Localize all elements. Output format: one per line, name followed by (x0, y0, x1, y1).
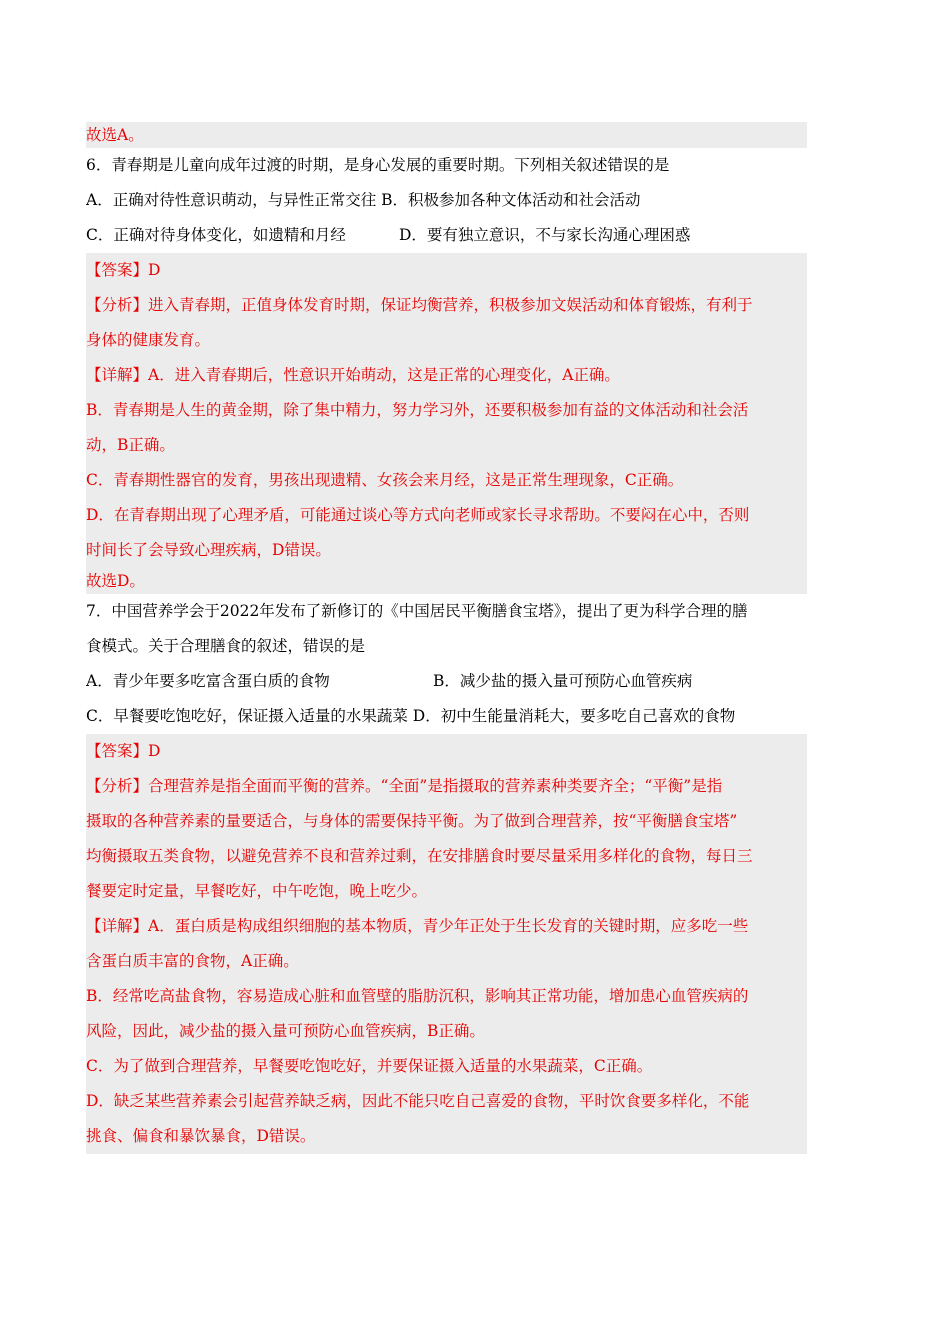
q6-analysis-line: 身体的健康发育。 (86, 331, 211, 349)
q7-option-a: A．青少年要多吃富含蛋白质的食物 (86, 672, 330, 690)
q7-detail-line: D．缺乏某些营养素会引起营养缺乏病，因此不能只吃自己喜爱的食物，平时饮食要多样化，不能 (86, 1092, 750, 1110)
q6-detail-line: 动，B正确。 (86, 436, 175, 454)
q7-answer: 【答案】D (86, 742, 161, 760)
q6-detail-line: B．青春期是人生的黄金期，除了集中精力，努力学习外，还要积极参加有益的文体活动和社会活 (86, 401, 749, 419)
q7-detail-line: 挑食、偏食和暴饮暴食，D错误。 (86, 1127, 316, 1145)
q6-detail-line: C．青春期性器官的发育，男孩出现遗精、女孩会来月经，这是正常生理现象，C正确。 (86, 471, 684, 489)
q6-conclusion: 故选D。 (86, 572, 145, 590)
q7-detail-line: 【详解】A．蛋白质是构成组织细胞的基本物质，青少年正处于生长发育的关键时期，应多吃一些 (86, 917, 749, 935)
q7-detail-line: C．为了做到合理营养，早餐要吃饱吃好，并要保证摄入适量的水果蔬菜，C正确。 (86, 1057, 653, 1075)
q7-options-cd: C．早餐要吃饱吃好，保证摄入适量的水果蔬菜 D．初中生能量消耗大，要多吃自己喜欢的食物 (86, 707, 736, 725)
q7-option-b: B．减少盐的摄入量可预防心血管疾病 (433, 672, 693, 690)
q6-detail-line: 时间长了会导致心理疾病，D错误。 (86, 541, 331, 559)
q7-analysis-line: 摄取的各种营养素的量要适合，与身体的需要保持平衡。为了做到合理营养，按“平衡膳食宝塔” (86, 812, 738, 830)
q7-detail-line: 风险，因此，减少盐的摄入量可预防心血管疾病，B正确。 (86, 1022, 485, 1040)
q7-options-ab (86, 664, 807, 699)
q7-solution (86, 734, 807, 1154)
q7-detail-line: B．经常吃高盐食物，容易造成心脏和血管壁的脂肪沉积，影响其正常功能，增加患心血管疾病的 (86, 987, 749, 1005)
prev-conclusion: 故选A。 (86, 122, 807, 148)
q6-option-c: C．正确对待身体变化，如遗精和月经 (86, 226, 346, 244)
q6-option-d: D．要有独立意识，不与家长沟通心理困惑 (399, 226, 691, 244)
q7-analysis-line: 【分析】合理营养是指全面而平衡的营养。“全面”是指摄取的营养素种类要齐全；“平衡”是指 (86, 777, 723, 795)
q6-detail-line: 【详解】A．进入青春期后，性意识开始萌动，这是正常的心理变化，A正确。 (86, 366, 620, 384)
q7-detail-line: 含蛋白质丰富的食物，A正确。 (86, 952, 299, 970)
question-6 (86, 148, 807, 594)
q6-analysis-line: 【分析】进入青春期，正值身体发育时期，保证均衡营养，积极参加文娱活动和体育锻炼，有利于 (86, 296, 753, 314)
q6-stem: 6．青春期是儿童向成年过渡的时期，是身心发展的重要时期。下列相关叙述错误的是 (86, 156, 670, 174)
q7-analysis-line: 均衡摄取五类食物，以避免营养不良和营养过剩，在安排膳食时要尽量采用多样化的食物，每日三 (86, 847, 753, 865)
q6-detail-line: D．在青春期出现了心理矛盾，可能通过谈心等方式向老师或家长寻求帮助。不要闷在心中，否则 (86, 506, 750, 524)
q7-stem-line: 7．中国营养学会于2022年发布了新修订的《中国居民平衡膳食宝塔》，提出了更为科学合理的膳 (86, 602, 748, 620)
q6-solution (86, 253, 807, 594)
q7-analysis-line: 餐要定时定量，早餐吃好，中午吃饱，晚上吃少。 (86, 882, 428, 900)
q6-options-ab: A．正确对待性意识萌动，与异性正常交往 B．积极参加各种文体活动和社会活动 (86, 191, 641, 209)
q6-options-cd (86, 218, 807, 253)
document-page (86, 122, 807, 1154)
q6-answer: 【答案】D (86, 261, 161, 279)
q7-stem-line: 食模式。关于合理膳食的叙述，错误的是 (86, 637, 366, 655)
question-7 (86, 594, 807, 1154)
